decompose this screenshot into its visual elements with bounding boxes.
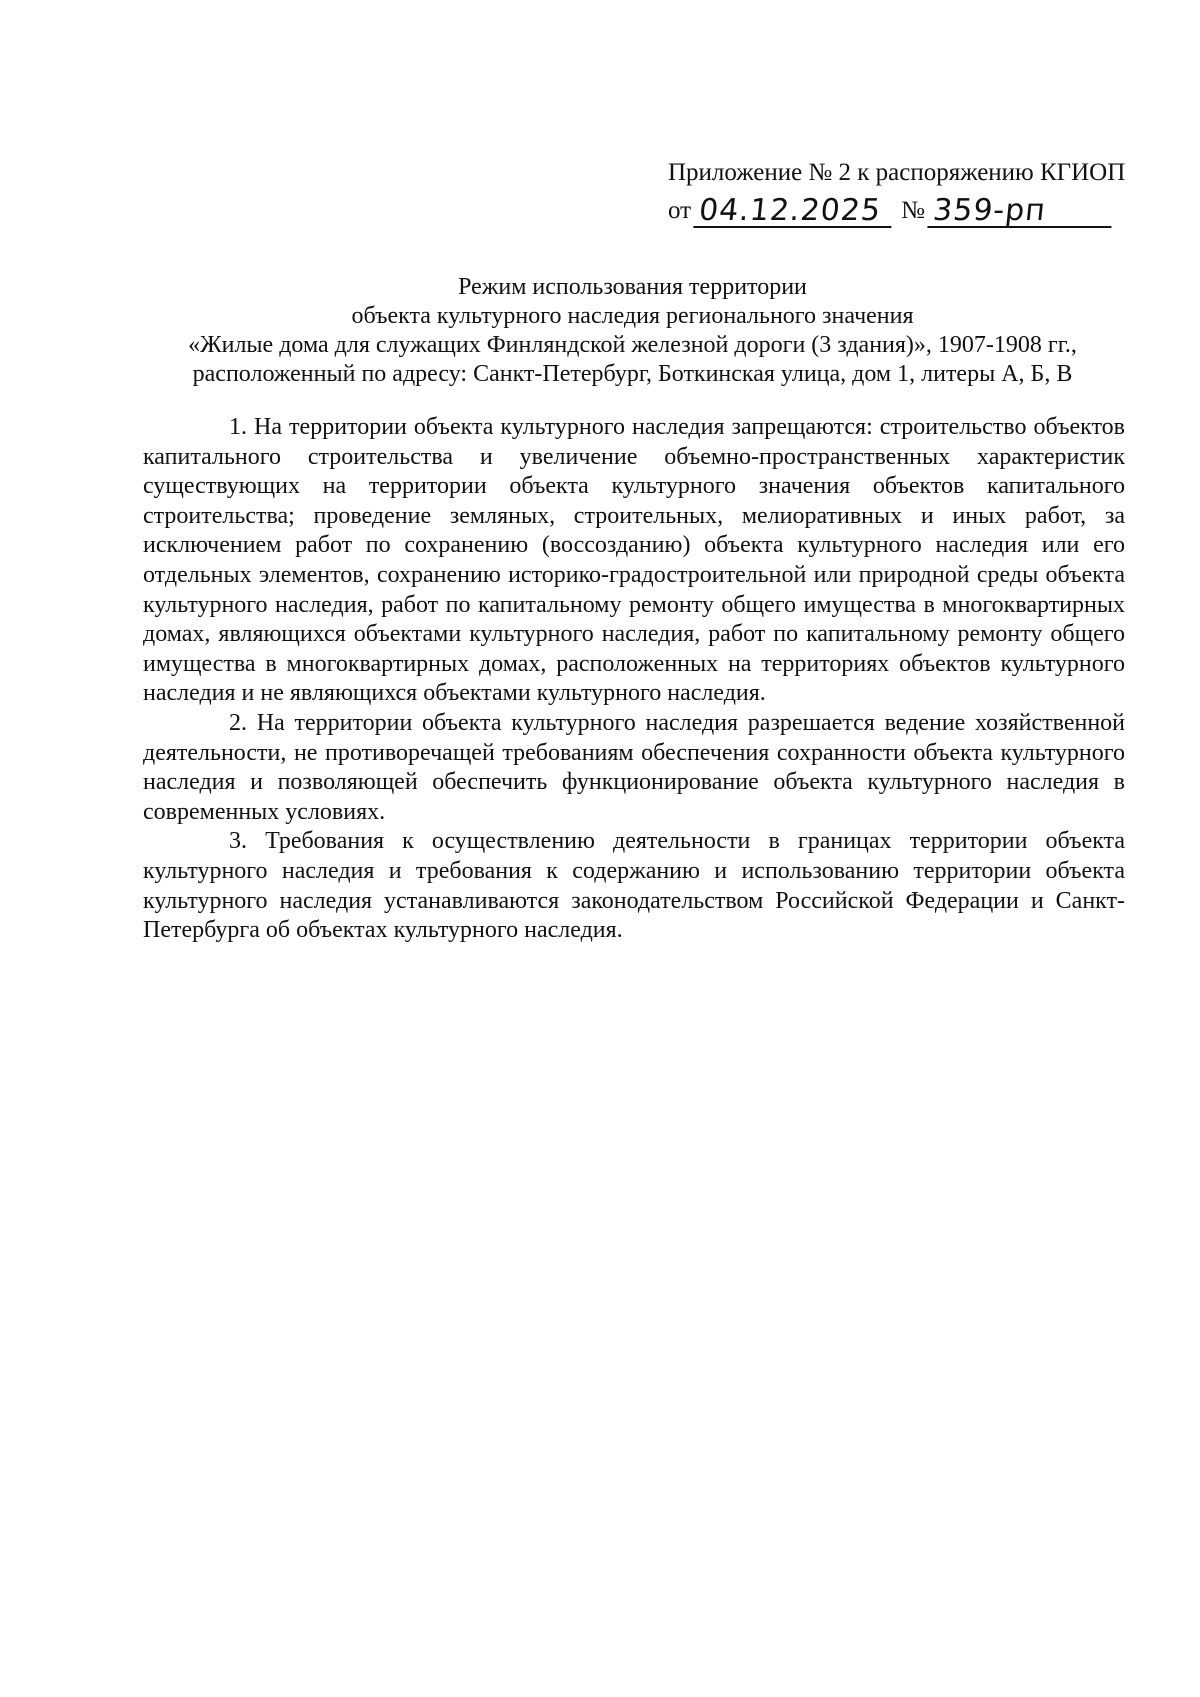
appendix-header [668, 158, 1128, 228]
title-line: расположенный по адресу: Санкт-Петербург, Боткинская улица, дом 1, литеры А, Б, В [192, 361, 1073, 387]
number-label: № [901, 197, 925, 224]
appendix-reference: Приложение № 2 к распоряжению КГИОП [668, 159, 1126, 186]
handwritten-order-number: 359-рп [927, 196, 1114, 228]
handwritten-order-date: 04.12.2025 [693, 196, 894, 228]
paragraph-3: 3. Требования к осуществлению деятельности в границах территории объекта культурного наследия и требования к содержанию и использованию территории объекта культурного наследия устанавливаются законодательством Российской Федерации и Санкт-Петербурга об объектах культурного наследия. [143, 828, 1125, 944]
paragraph-1: 1. На территории объекта культурного наследия запрещаются: строительство объектов капитального строительства и увеличение объемно-пространственных характеристик существующих на территории объекта культурного значения объектов капитального строительства; проведение земляных, строительных, мелиоративных и иных работ, за исключением работ по сохранению (воссозданию) объекта культурного наследия или его отдельных элементов, сохранению историко-градостроительной или природной среды объекта культурного наследия, работ по капитальному ремонту общего имущества в многоквартирных домах, являющихся объектами культурного наследия, работ по капитальному ремонту общего имущества в многоквартирных домах, расположенных на территориях объектов культурного наследия и не являющихся объектами культурного наследия. [143, 414, 1125, 707]
document-title [140, 273, 1125, 389]
date-prefix: от [668, 197, 692, 224]
document-body [143, 413, 1125, 946]
paragraph-2: 2. На территории объекта культурного наследия разрешается ведение хозяйственной деятельности, не противоречащей требованиям обеспечения сохранности объекта культурного наследия и позволяющей обеспечить функционирование объекта культурного наследия в современных условиях. [143, 709, 1125, 825]
title-line: Режим использования территории [458, 274, 807, 300]
title-line: «Жилые дома для служащих Финляндской железной дороги (3 здания)», 1907-1908 гг., [188, 332, 1077, 358]
title-line: объекта культурного наследия регионального значения [351, 303, 914, 329]
order-date-number-line [668, 194, 1128, 228]
